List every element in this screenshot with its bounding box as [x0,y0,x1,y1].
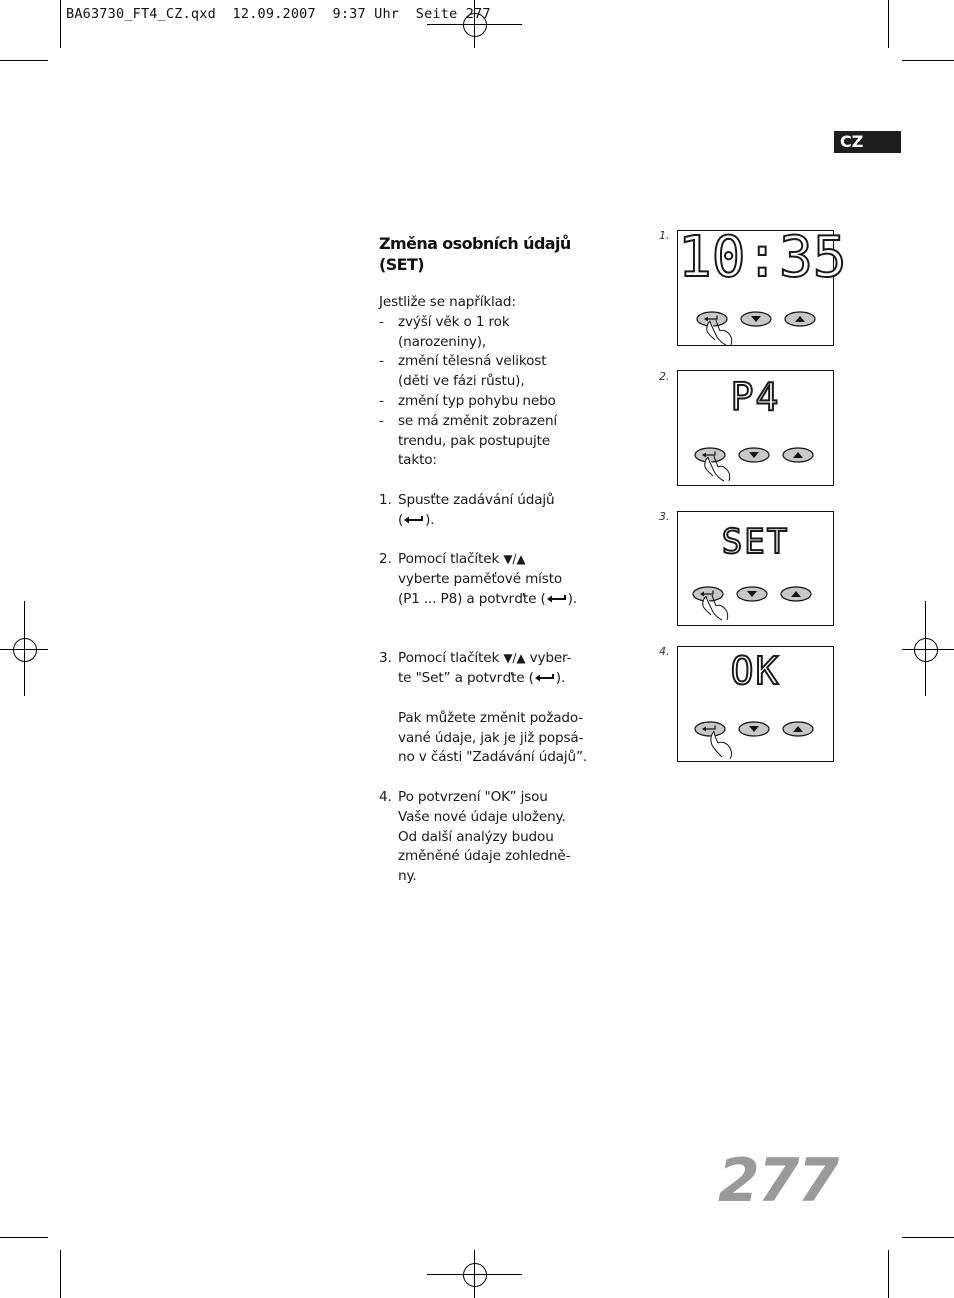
step-line: změněné údaje zohledně- [398,848,571,865]
step-line: te "Set” a potvrďte ( ). [398,670,566,687]
bullet-item [379,412,619,471]
device-display-4 [677,646,834,762]
step-item [379,788,619,887]
arrow-keys-icon: ▼/▲ [503,552,526,567]
device-display-1 [677,225,847,346]
crop-mark [902,1237,954,1238]
bullet-marker: - [379,392,384,409]
print-slug: BA63730_FT4_CZ.qxd 12.09.2007 9:37 Uhr Seite 277 [66,6,491,22]
bullet-item [379,392,619,412]
step-line: Po potvrzení "OK” jsou [398,788,548,805]
step-line: Od další analýzy budou [398,828,554,845]
title-line: Změna osobních údajů [379,234,571,253]
lcd-readout: P4 [730,375,781,419]
pointing-hand-icon [711,731,732,759]
step-line: Vaše nové údaje uloženy. [398,808,566,825]
bullet-marker: - [379,353,384,370]
title-line: (SET) [379,255,424,274]
device-buttons [690,717,825,761]
crop-mark [60,0,61,48]
step-line: Pak můžete změnit požado- [398,709,584,726]
bullet-line: (narozeniny), [398,333,487,350]
lcd-readout: SET [721,522,790,562]
enter-icon [403,515,425,525]
step-item [379,649,619,768]
step-number: 2. [379,551,392,568]
bullet-line: (děti ve fázi růstu), [398,373,525,390]
bullet-marker: - [379,313,384,330]
section-title [379,233,609,275]
enter-icon [534,673,556,683]
crop-mark [60,1250,61,1298]
page-number: 277 [718,1146,838,1216]
step-number: 1. [379,491,392,508]
crop-mark [888,1250,889,1298]
figure-number: 4. [659,645,670,658]
lcd-readout: 10:35 [678,225,847,290]
crop-mark [888,0,889,48]
step-number: 4. [379,788,392,805]
bullet-item [379,352,619,392]
bullet-line: takto: [398,452,437,469]
step-line: Pomocí tlačítek ▼/▲ [398,551,526,568]
arrow-keys-icon: ▼/▲ [503,651,526,666]
step-line: (P1 ... P8) a potvrďte ( ). [398,590,577,607]
step-line: vané údaje, jak je již popsá- [398,729,584,746]
figure-number: 1. [659,229,670,242]
registration-circle [914,638,938,662]
registration-circle [463,1263,487,1287]
step-line: Pomocí tlačítek ▼/▲ vyber- [398,650,572,667]
device-display-3 [677,511,834,626]
enter-icon [546,594,568,604]
crop-mark [0,60,48,61]
step-line: vyberte paměťové místo [398,571,563,588]
device-buttons [690,582,825,622]
figure-number: 3. [659,510,670,523]
step-line: ny. [398,868,417,885]
bullet-line: změní typ pohybu nebo [398,392,556,409]
step-line: Spusťte zadávání údajů [398,491,555,508]
step-line: ( ). [398,511,435,528]
bullet-line: trendu, pak postupujte [398,432,551,449]
bullet-line: zvýší věk o 1 rok [398,313,510,330]
bullet-line: změní tělesná velikost [398,353,547,370]
instruction-text [379,293,619,887]
figure-number: 2. [659,370,670,383]
bullet-marker: - [379,412,384,429]
bullet-item [379,313,619,353]
intro-text: Jestliže se například: [379,294,516,310]
step-item [379,491,619,531]
device-buttons [690,443,825,483]
step-number: 3. [379,650,392,667]
registration-circle [13,638,37,662]
crop-mark [902,60,954,61]
step-item [379,550,619,609]
language-tab: CZ [834,131,901,153]
step-line: no v části "Zadávání údajů”. [398,749,588,766]
bullet-line: se má změnit zobrazení [398,412,558,429]
lcd-readout: OK [730,649,781,693]
device-buttons [690,307,825,347]
device-display-2 [677,370,834,486]
crop-mark [0,1237,48,1238]
